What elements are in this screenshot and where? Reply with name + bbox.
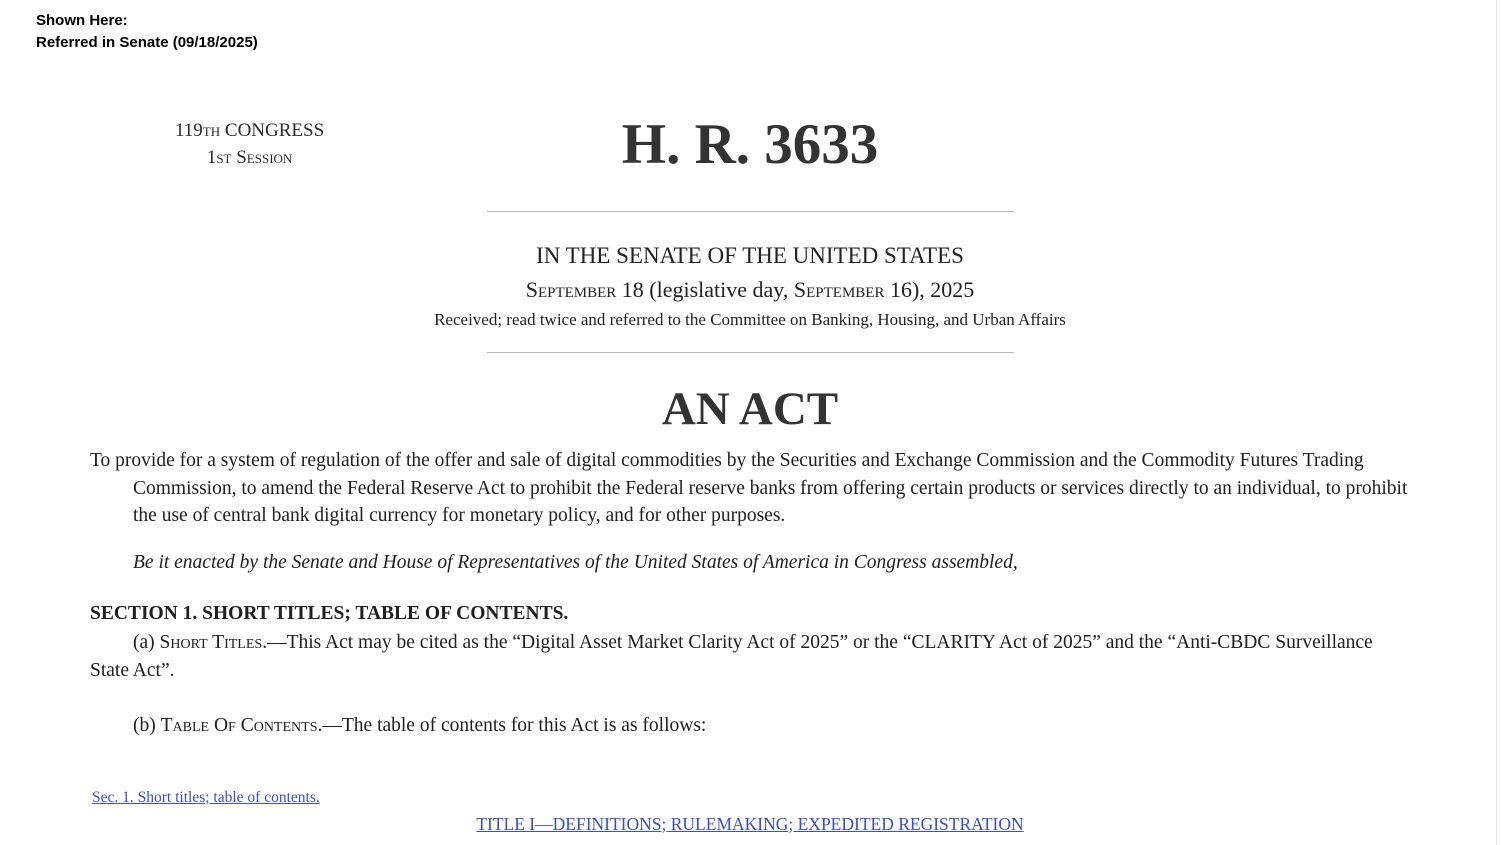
session-line: 1st Session <box>206 147 293 168</box>
congress-line: 119th CONGRESS <box>175 120 325 141</box>
bill-number: H. R. 3633 <box>621 113 879 176</box>
scrollbar-track[interactable] <box>1496 0 1501 845</box>
header-divider-bottom <box>487 352 1014 353</box>
legislative-date-line: September 18 (legislative day, September 16), 2025 <box>525 277 975 302</box>
toc-link-sec-1[interactable]: Sec. 1. Short titles; table of contents. <box>92 788 320 806</box>
table-of-contents <box>90 788 1410 836</box>
enacting-clause: Be it enacted by the Senate and House of Representatives of the United States of America in Congress assembled, <box>133 551 1018 573</box>
committee-referral-line: Received; read twice and referred to the Committee on Banking, Housing, and Urban Affairs <box>434 310 1066 329</box>
chamber-line: IN THE SENATE OF THE UNITED STATES <box>536 243 964 268</box>
toc-link-title-1[interactable]: TITLE I—DEFINITIONS; RULEMAKING; EXPEDITED REGISTRATION <box>476 813 1024 834</box>
toc-title-row <box>90 813 1410 836</box>
bill-version-status: Referred in Senate (09/18/2025) <box>36 34 258 51</box>
header-divider-top <box>487 211 1014 212</box>
shown-here-label: Shown Here: <box>36 12 128 29</box>
bill-document <box>90 0 1410 836</box>
bill-long-title: To provide for a system of regulation of the offer and sale of digital commodities by the Securities and Exchange Commission and the Commodity Futures Trading Commission, to amend the Federal Reserve Act to prohibit the Federal reserve banks from offering certain products or services directly to an individual, to prohibit the use of central bank digital currency for monetary policy, and for other purposes. <box>90 450 1408 526</box>
short-titles-paragraph: (a) Short Titles.—This Act may be cited as the “Digital Asset Market Clarity Act of 2025” or the “CLARITY Act of 2025” and the “Anti-CBDC Surveillance State Act”. <box>90 632 1373 681</box>
congress-session-block <box>175 117 324 171</box>
act-heading: AN ACT <box>661 383 839 435</box>
section-1-heading: SECTION 1. SHORT TITLES; TABLE OF CONTENTS. <box>90 603 569 624</box>
table-of-contents-paragraph: (b) Table Of Contents.—The table of contents for this Act is as follows: <box>133 715 707 736</box>
